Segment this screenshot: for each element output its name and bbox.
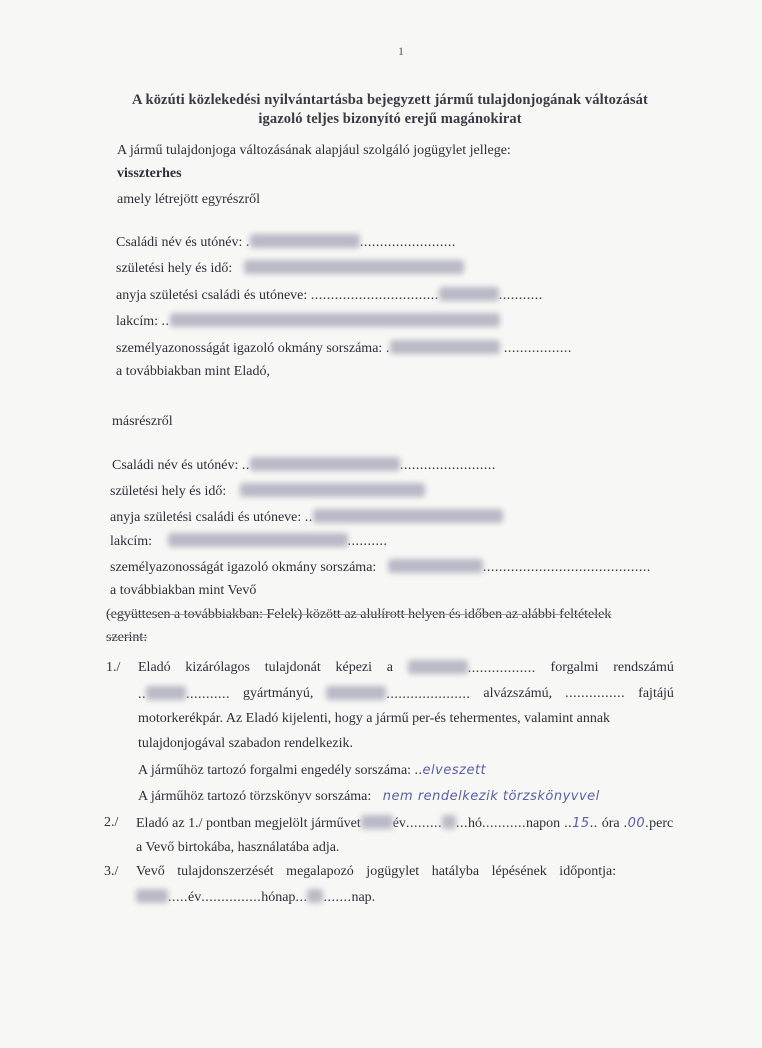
- seller-id-row: személyazonosságát igazoló okmány sorszáma: . .................: [116, 341, 572, 356]
- seller-address-row: lakcím: ..: [116, 313, 500, 330]
- parties-line1: (együttesen a továbbiakban: Felek) között az alulírott helyen és időben az alábbi feltételek: [106, 607, 612, 622]
- c2-ev: év: [392, 816, 406, 831]
- clause2-number: 2./: [104, 815, 119, 830]
- clause1-line1: [138, 660, 674, 677]
- c2-text: Eladó az 1./ pontban megjelölt járművet: [136, 816, 361, 831]
- c1-word: rendszámú: [613, 660, 674, 675]
- c1-word: a: [386, 660, 393, 675]
- redacted-seller-id: [390, 340, 500, 354]
- buyer-name-label: Családi név és utónév:: [112, 458, 239, 473]
- redacted-make: [146, 686, 186, 700]
- c1-word: Eladó: [138, 660, 171, 675]
- redacted-buyer-name: [250, 457, 400, 471]
- intro-egyreszrol: amely létrejött egyrészről: [117, 192, 261, 207]
- intro-line: A jármű tulajdonjoga változásának alapjául szolgáló jogügylet jellege:: [117, 143, 511, 158]
- clause1-line3: motorkerékpár. Az Eladó kijelenti, hogy a jármű per-és tehermentes, valamint annak: [138, 711, 611, 726]
- clause1-number: 1./: [106, 660, 121, 675]
- buyer-mother-row: anyja születési családi és utóneve: ..: [110, 509, 503, 526]
- c2-napon: napon: [525, 816, 561, 831]
- seller-mother-label: anyja születési családi és utóneve:: [116, 288, 308, 303]
- redacted-c3-year: [136, 889, 168, 903]
- c1-plate-field: .................: [408, 660, 536, 677]
- page-number: 1: [398, 44, 404, 58]
- document-title-line1: A közúti közlekedési nyilvántartásba bejegyzett jármű tulajdonjogának változását: [132, 92, 648, 108]
- c1-type-field: ...............: [565, 686, 626, 701]
- buyer-address-row: lakcím: ..........: [110, 534, 388, 549]
- buyer-id-label: személyazonosságát igazoló okmány sorszáma:: [110, 560, 377, 575]
- redacted-month: [442, 815, 456, 829]
- seller-name-row: Családi név és utónév: . ........................: [116, 235, 456, 250]
- clause3-line1: [136, 864, 672, 880]
- buyer-birth-label: születési hely és idő:: [110, 484, 227, 499]
- clause3-line2: .....év...............hónap... .......nap.: [136, 889, 375, 906]
- redacted-year: [361, 815, 393, 829]
- seller-birth-label: születési hely és idő:: [116, 261, 233, 276]
- c2-ho: hó: [467, 816, 482, 831]
- buyer-role: a továbbiakban mint Vevő: [110, 583, 257, 598]
- c2-day-handwritten: 15: [572, 816, 590, 831]
- c1-word: alvázszámú,: [483, 686, 553, 701]
- redacted-seller-address: [170, 313, 500, 327]
- redacted-buyer-birth: [240, 483, 425, 497]
- book-value-handwritten: nem rendelkezik törzskönyvvel: [382, 789, 600, 804]
- reg-label: A járműhöz tartozó forgalmi engedély sorszáma:: [138, 763, 412, 778]
- clause1-reg-row: A járműhöz tartozó forgalmi engedély sorszáma: ..elveszett: [138, 763, 487, 778]
- clause1-line2: [138, 686, 674, 703]
- seller-mother-row: anyja születési családi és utóneve: ................................ ...........: [116, 288, 543, 303]
- seller-name-label: Családi név és utónév:: [116, 235, 243, 250]
- seller-id-label: személyazonosságát igazoló okmány sorszáma:: [116, 341, 383, 356]
- clause2-line2: a Vevő birtokába, használatába adja.: [136, 840, 340, 855]
- c2-ora: óra: [601, 816, 620, 831]
- clause1-book-row: [138, 789, 600, 805]
- reg-value-handwritten: elveszett: [422, 763, 487, 778]
- buyer-id-row: személyazonosságát igazoló okmány sorszáma: ..........................................: [110, 560, 651, 575]
- c2-perc: perc: [649, 816, 674, 831]
- c1-word: kizárólagos: [185, 660, 250, 675]
- redacted-vin: [326, 686, 386, 700]
- redacted-c3-day: [307, 889, 323, 903]
- redacted-seller-name: [250, 234, 360, 248]
- masreszrol: másrészről: [112, 414, 173, 429]
- c3-text: Vevő tulajdonszerzését megalapozó jogügylet hatályba lépésének időpontja:: [136, 864, 617, 879]
- redacted-buyer-mother: [313, 509, 503, 523]
- redacted-seller-mother: [439, 287, 499, 301]
- redacted-buyer-address: [168, 533, 348, 547]
- c1-vin-field: .....................: [326, 686, 470, 703]
- buyer-mother-label: anyja születési családi és utóneve:: [110, 510, 302, 525]
- clause3-number: 3./: [104, 864, 119, 879]
- c1-word: forgalmi: [550, 660, 599, 675]
- c1-make-field: .. ...........: [138, 687, 230, 702]
- c1-word: képezi: [335, 660, 373, 675]
- buyer-address-label: lakcím:: [110, 534, 152, 549]
- c3-honap: hónap: [261, 890, 296, 905]
- c1-word: fajtájú: [638, 686, 674, 701]
- document-title-line2: igazoló teljes bizonyító erejű magánokirat: [258, 111, 522, 127]
- c1-word: gyártmányú,: [243, 686, 314, 701]
- redacted-plate: [408, 660, 468, 674]
- clause2-line1: Eladó az 1./ pontban megjelölt járművet év......... ...hó...........napon ..15.. óra .00.perc: [136, 816, 674, 831]
- c3-ev: év: [188, 890, 202, 905]
- clause1-line4: tulajdonjogával szabadon rendelkezik.: [138, 736, 353, 751]
- transaction-type: visszterhes: [117, 166, 182, 181]
- book-label: A járműhöz tartozó törzskönyv sorszáma:: [138, 789, 372, 804]
- buyer-birth-row: [110, 483, 425, 500]
- seller-birth-row: [116, 260, 464, 277]
- c2-minute-handwritten: 00: [627, 816, 646, 831]
- c1-word: tulajdonát: [264, 660, 321, 675]
- parties-line2: szerint:: [106, 630, 148, 645]
- buyer-name-row: Családi név és utónév: .. ........................: [112, 458, 496, 473]
- seller-role: a továbbiakban mint Eladó,: [116, 364, 270, 379]
- c3-nap: nap.: [351, 890, 376, 905]
- redacted-buyer-id: [388, 559, 483, 573]
- seller-address-label: lakcím:: [116, 314, 158, 329]
- redacted-seller-birth: [244, 260, 464, 274]
